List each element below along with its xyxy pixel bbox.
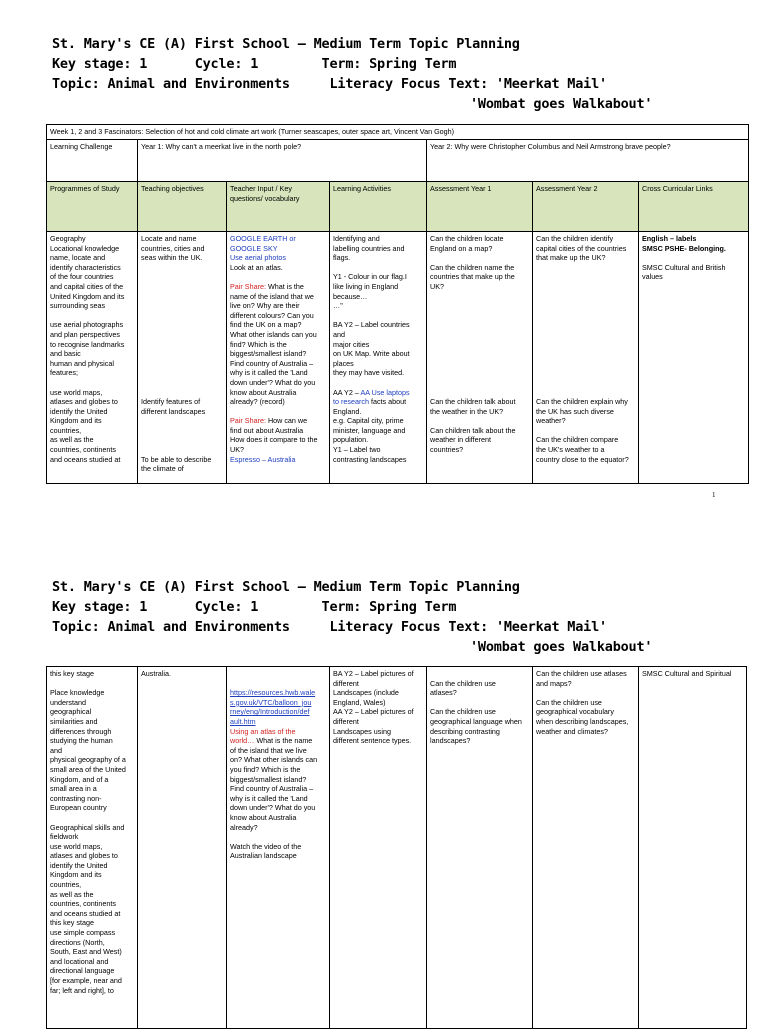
cell-line: use simple compass: [50, 928, 116, 938]
cell-line: Kingdom and its: [50, 870, 102, 880]
cell-line: Kingdom and its: [50, 416, 102, 426]
cell-line: [536, 426, 635, 436]
cell-line: capital cities of the countries: [536, 243, 627, 253]
header-key-stage-p2: Key stage: 1 Cycle: 1 Term: Spring Term: [52, 599, 457, 615]
col-teaching-objectives: Teaching objectives: [138, 182, 227, 232]
cell-line: SMSC Cultural and Spiritual: [642, 669, 732, 678]
cell-line: features;: [50, 368, 78, 378]
cell-line: Pair Share: What is the: [230, 281, 304, 291]
cell-line: find? Which is the: [230, 339, 287, 349]
cell-line: [536, 301, 635, 311]
cell-line: identify the United: [50, 860, 108, 870]
cell-line: Locate and name: [141, 234, 197, 243]
cell-line: population.: [333, 435, 369, 445]
cell-line: major cities: [333, 339, 370, 349]
cell-line: [536, 282, 635, 292]
cell-line: UK?: [230, 445, 244, 455]
cross-curricular-cell-p2: [639, 667, 747, 1029]
cell-line: biggest/smallest island?: [230, 774, 307, 784]
cell-line: countries,: [50, 425, 82, 435]
cell-line: and oceans studied at: [50, 908, 121, 918]
year2-question: Year 2: Why were Christopher Columbus and Neil Armstrong brave people?: [427, 140, 749, 182]
cell-line: English – labels: [642, 234, 697, 243]
cell-line: [333, 263, 423, 273]
col-programmes-of-study: Programmes of Study: [47, 182, 138, 232]
cell-line: [430, 669, 529, 679]
cell-line: fieldwork: [50, 832, 79, 842]
cell-line: Can the children use: [430, 678, 496, 688]
cell-line: human and physical: [50, 358, 114, 368]
cell-line: contrasting non-: [50, 793, 102, 803]
year1-question: Year 1: Why can't a meerkat live in the north pole?: [138, 140, 427, 182]
cell-line: on? What other islands can: [230, 755, 318, 765]
cell-line: [141, 272, 223, 282]
cell-line: [141, 378, 223, 388]
cell-line: find out about Australia: [230, 425, 304, 435]
planning-table-page2: [46, 666, 747, 1029]
cell-line: why is it called the 'Land: [230, 793, 308, 803]
cell-line: [430, 292, 529, 302]
header-key-stage: Key stage: 1 Cycle: 1 Term: Spring Term: [52, 56, 457, 72]
cell-line: differences through: [50, 726, 112, 736]
cell-line: BA Y2 – Label pictures of: [333, 669, 414, 678]
cell-line: Can children talk about the: [430, 425, 516, 435]
cell-line: to recognise landmarks: [50, 339, 125, 349]
cell-line: England on a map?: [430, 243, 493, 253]
cell-line: know about Australia: [230, 387, 297, 397]
activities-cell-p2: [330, 667, 427, 1029]
cell-line: name of the island that we: [230, 291, 314, 301]
cell-line: [430, 311, 529, 321]
cell-line: England.: [333, 406, 362, 416]
cell-line: and locational and: [50, 956, 109, 966]
cell-line: the climate of: [141, 464, 184, 474]
assessment-y1-cell: [427, 232, 533, 484]
cell-line: the UK has such diverse: [536, 406, 614, 416]
cell-line: and oceans studied at: [50, 454, 121, 464]
cell-line: [230, 272, 326, 282]
cell-line: [536, 688, 635, 698]
cell-line: already?: [230, 822, 258, 832]
cell-line: and maps?: [536, 678, 572, 688]
content-row-p2: [47, 667, 747, 1029]
cell-line: to research facts about: [333, 397, 407, 407]
cell-line: [536, 330, 635, 340]
cell-line: places: [333, 358, 354, 368]
cell-line: Y1 - Colour in our flag.I: [333, 272, 407, 282]
header-topic-p2: Topic: Animal and Environments Literacy Focus Text: 'Meerkat Mail': [52, 619, 607, 635]
programmes-cell-p2: [47, 667, 138, 1029]
column-header-row: [47, 182, 749, 232]
cell-line: this key stage: [50, 918, 94, 928]
cell-line: flags.: [333, 253, 351, 263]
cell-line: directions (North,: [50, 937, 105, 947]
cell-line: [430, 330, 529, 340]
cell-line: Can the children explain why: [536, 397, 628, 407]
cell-line: [for example, near and: [50, 976, 122, 985]
learning-challenge-label: Learning Challenge: [47, 140, 138, 182]
cell-line: the weather in the UK?: [430, 406, 504, 416]
cell-line: biggest/smallest island?: [230, 349, 307, 359]
cell-line: Espresso – Australia: [230, 454, 296, 464]
cell-line: [430, 340, 529, 350]
cell-line: on UK Map. Write about: [333, 349, 410, 359]
cell-line: Find country of Australia –: [230, 358, 314, 368]
cell-line: know about Australia: [230, 812, 297, 822]
week-fascinators-row: Week 1, 2 and 3 Fascinators: Selection of hot and cold climate art work (Turner seascapes, outer space art, Vincent Van Gogh): [47, 125, 749, 140]
cell-line: small area in a: [50, 784, 97, 794]
cell-line: different colours? Can you: [230, 310, 314, 320]
cell-line[interactable]: s.gov.uk/VTC/balloon_jou: [230, 697, 312, 707]
cell-line: [536, 320, 635, 330]
col-teacher-input: Teacher Input / Key questions/ vocabulary: [227, 182, 330, 232]
cell-line: [141, 416, 223, 426]
cell-line: small area of the United: [50, 764, 126, 774]
cell-line: [141, 349, 223, 359]
cell-line: [141, 426, 223, 436]
cell-line: like living in England: [333, 281, 399, 291]
activities-cell: [330, 232, 427, 484]
cell-line: [430, 349, 529, 359]
cell-line: seas within the UK.: [141, 253, 203, 263]
cell-line: [141, 320, 223, 330]
cell-line: [50, 378, 134, 388]
cell-line: geographical vocabulary: [536, 707, 614, 717]
cell-line: geographical: [50, 707, 92, 717]
cell-line: Can the children compare: [536, 435, 619, 445]
cell-line: [642, 253, 745, 263]
cell-line: Identifying and: [333, 234, 380, 243]
cell-line: name, locate and: [50, 253, 106, 263]
cell-line: Geography: [50, 234, 86, 243]
planning-table-page1: [46, 124, 749, 484]
cell-line: [430, 378, 529, 388]
cell-line: [430, 359, 529, 369]
cell-line: because…: [333, 291, 368, 301]
cell-line: [536, 263, 635, 273]
cell-line: identify the United: [50, 406, 108, 416]
cell-line: e.g. Capital city, prime: [333, 416, 404, 426]
cell-line: AA Y2 – AA Use laptops: [333, 387, 410, 397]
cell-line: find the UK on a map?: [230, 320, 302, 330]
cell-line: different landscapes: [141, 406, 206, 416]
cell-line: [430, 301, 529, 311]
cell-line: [141, 330, 223, 340]
cell-line: Australia.: [141, 669, 171, 678]
cell-line: different: [333, 716, 359, 726]
cell-line: UK?: [430, 281, 444, 291]
cell-line: that make up the UK?: [536, 253, 606, 263]
cell-line: minister, language and: [333, 425, 406, 435]
cell-line: Identify features of: [141, 397, 201, 407]
cell-line: already? (record): [230, 397, 285, 407]
cell-line: [141, 368, 223, 378]
cell-line: atlases?: [430, 688, 457, 698]
cell-line: this key stage: [50, 669, 94, 678]
cell-line: use world maps,: [50, 387, 103, 397]
cell-line: Can the children identify: [536, 234, 614, 243]
col-cross-curricular: Cross Curricular Links: [639, 182, 749, 232]
cell-line: Can the children use: [536, 697, 602, 707]
cell-line: countries, cities and: [141, 243, 205, 253]
assessment-y1-cell-p2: [427, 667, 533, 1029]
cell-line: Can the children locate: [430, 234, 504, 243]
cell-line: identify characteristics: [50, 262, 121, 272]
cell-line: GOOGLE SKY: [230, 243, 278, 253]
cell-line: [536, 292, 635, 302]
cell-line: live on? Why are their: [230, 301, 300, 311]
cell-line: England, Wales): [333, 697, 386, 707]
cell-line: understand: [50, 697, 86, 707]
cell-line: they may have visited.: [333, 368, 405, 378]
cell-line: use world maps,: [50, 841, 103, 851]
cell-line: …": [333, 301, 343, 311]
cell-line: [536, 388, 635, 398]
cell-line[interactable]: rney/eng/Introduction/def: [230, 707, 310, 717]
cell-line: [536, 378, 635, 388]
assessment-y2-cell: [533, 232, 639, 484]
cell-line: countries, continents: [50, 445, 116, 455]
cell-line: and plan perspectives: [50, 329, 120, 339]
cell-line: [230, 832, 326, 842]
header-school-title: St. Mary's CE (A) First School – Medium Term Topic Planning: [52, 36, 520, 52]
cell-line: To be able to describe: [141, 454, 212, 464]
cell-line: as well as the: [50, 435, 94, 445]
cell-line: [230, 407, 326, 417]
cell-line: [536, 349, 635, 359]
cell-line: [141, 435, 223, 445]
cell-line: Use aerial photos: [230, 253, 286, 263]
cell-line: Locational knowledge: [50, 243, 120, 253]
cell-line: Look at an atlas.: [230, 262, 283, 272]
cell-line: [430, 368, 529, 378]
col-learning-activities: Learning Activities: [330, 182, 427, 232]
cell-line: similarities and: [50, 716, 98, 726]
col-assessment-year1: Assessment Year 1: [427, 182, 533, 232]
programmes-cell: [47, 232, 138, 484]
cell-line: and: [50, 745, 62, 755]
cell-line: and basic: [50, 349, 81, 359]
cell-line: [141, 359, 223, 369]
cell-line: Kingdom, and of a: [50, 774, 109, 784]
teacher-input-cell: [227, 232, 330, 484]
cell-line: atlases and globes to: [50, 397, 118, 407]
page-number: 1: [712, 491, 716, 499]
cell-line: down under'? What do you: [230, 803, 316, 813]
objectives-cell: [138, 232, 227, 484]
cell-line: contrasting landscapes: [333, 454, 407, 464]
cell-line: [333, 311, 423, 321]
cell-line: AA Y2 – Label pictures of: [333, 707, 414, 717]
cell-line: GOOGLE EARTH or: [230, 234, 296, 243]
cell-line: weather?: [536, 416, 566, 426]
cell-line: Can the children name the: [430, 262, 515, 272]
cell-line: [50, 813, 134, 823]
cell-line: SMSC PSHE- Belonging.: [642, 243, 726, 253]
cell-line: Can the children use atlases: [536, 669, 627, 678]
assessment-y2-cell-p2: [533, 667, 639, 1029]
col-assessment-year2: Assessment Year 2: [533, 182, 639, 232]
teacher-input-cell-p2: [227, 667, 330, 1029]
cell-line: [536, 340, 635, 350]
cell-line: when describing landscapes,: [536, 716, 629, 726]
cell-line: values: [642, 272, 663, 282]
content-row: [47, 232, 749, 484]
cell-line: [536, 311, 635, 321]
cell-line: countries,: [50, 880, 82, 890]
cell-line: Landscapes using: [333, 726, 391, 736]
cell-line: countries?: [430, 445, 464, 455]
cell-line: use aerial photographs: [50, 320, 124, 330]
cell-line: [141, 340, 223, 350]
cell-line: Pair Share: How can we: [230, 416, 308, 426]
cell-line: atlases and globes to: [50, 851, 118, 861]
cross-curricular-cell: [639, 232, 749, 484]
cell-line: [141, 445, 223, 455]
cell-line: world… What is the name: [230, 736, 313, 746]
header-literacy-text-2-p2: 'Wombat goes Walkabout': [470, 639, 653, 655]
cell-line: down under'? What do you: [230, 377, 316, 387]
cell-line: [536, 272, 635, 282]
cell-line: country close to the equator?: [536, 454, 629, 464]
cell-line: far; left and right], to: [50, 985, 114, 995]
cell-line: How does it compare to the: [230, 435, 318, 445]
cell-line: [536, 359, 635, 369]
cell-line: Can the children use: [430, 707, 496, 717]
cell-line: Place knowledge: [50, 688, 105, 698]
cell-line: different sentence types.: [333, 736, 412, 746]
cell-line: [50, 311, 134, 321]
cell-line: Using an atlas of the: [230, 726, 296, 736]
cell-line: of the four countries: [50, 272, 114, 282]
cell-line: countries, continents: [50, 899, 116, 909]
cell-line: United Kingdom and its: [50, 291, 125, 301]
cell-line: European country: [50, 803, 107, 813]
cell-line: [430, 253, 529, 263]
cell-line: [430, 388, 529, 398]
cell-line: [430, 698, 529, 708]
cell-line[interactable]: https://resources.hwb.wale: [230, 688, 316, 698]
cell-line: studying the human: [50, 736, 113, 746]
cell-line: landscapes?: [430, 736, 471, 746]
cell-line: weather and climates?: [536, 726, 608, 736]
cell-line: South, East and West): [50, 947, 122, 957]
cell-line: as well as the: [50, 889, 94, 899]
cell-line: [430, 416, 529, 426]
cell-line: [141, 282, 223, 292]
cell-line: countries that make up the: [430, 272, 515, 282]
cell-line: [230, 679, 326, 689]
cell-line: [141, 311, 223, 321]
cell-line: and capital cities of the: [50, 281, 124, 291]
cell-line: Y1 – Label two: [333, 445, 381, 455]
cell-line: [141, 263, 223, 273]
cell-line: [141, 292, 223, 302]
cell-line: geographical language when: [430, 716, 522, 726]
cell-line: weather in different: [430, 435, 491, 445]
cell-line: Can the children talk about: [430, 397, 516, 407]
cell-line: What other islands can you: [230, 329, 317, 339]
cell-line: surrounding seas: [50, 301, 106, 311]
header-literacy-text-2: 'Wombat goes Walkabout': [470, 96, 653, 112]
cell-line: Australian landscape: [230, 851, 297, 861]
cell-line: [430, 320, 529, 330]
cell-line: Watch the video of the: [230, 841, 302, 851]
cell-line: BA Y2 – Label countries: [333, 320, 410, 330]
cell-line: different: [333, 678, 359, 688]
objectives-cell-p2: [138, 667, 227, 1029]
cell-line: Find country of Australia –: [230, 784, 314, 794]
cell-line: [141, 388, 223, 398]
cell-line: [333, 378, 423, 388]
cell-line: and: [333, 329, 345, 339]
cell-line: Geographical skills and: [50, 822, 125, 832]
cell-line: describing contrasting: [430, 726, 500, 736]
cell-line: [141, 301, 223, 311]
cell-line[interactable]: ault.htm: [230, 716, 256, 726]
header-school-title-p2: St. Mary's CE (A) First School – Medium Term Topic Planning: [52, 579, 520, 595]
cell-line: [230, 669, 326, 679]
cell-line: why is it called the 'Land: [230, 368, 308, 378]
cell-line: SMSC Cultural and British: [642, 262, 726, 272]
cell-line: the UK's weather to a: [536, 445, 605, 455]
cell-line: of the island that we live: [230, 745, 307, 755]
cell-line: physical geography of a: [50, 755, 126, 765]
cell-line: [536, 368, 635, 378]
cell-line: Landscapes (include: [333, 688, 399, 698]
cell-line: you find? Which is the: [230, 764, 301, 774]
cell-line: labelling countries and: [333, 243, 405, 253]
cell-line: [50, 679, 134, 689]
header-topic: Topic: Animal and Environments Literacy Focus Text: 'Meerkat Mail': [52, 76, 607, 92]
cell-line: directional language: [50, 966, 115, 976]
